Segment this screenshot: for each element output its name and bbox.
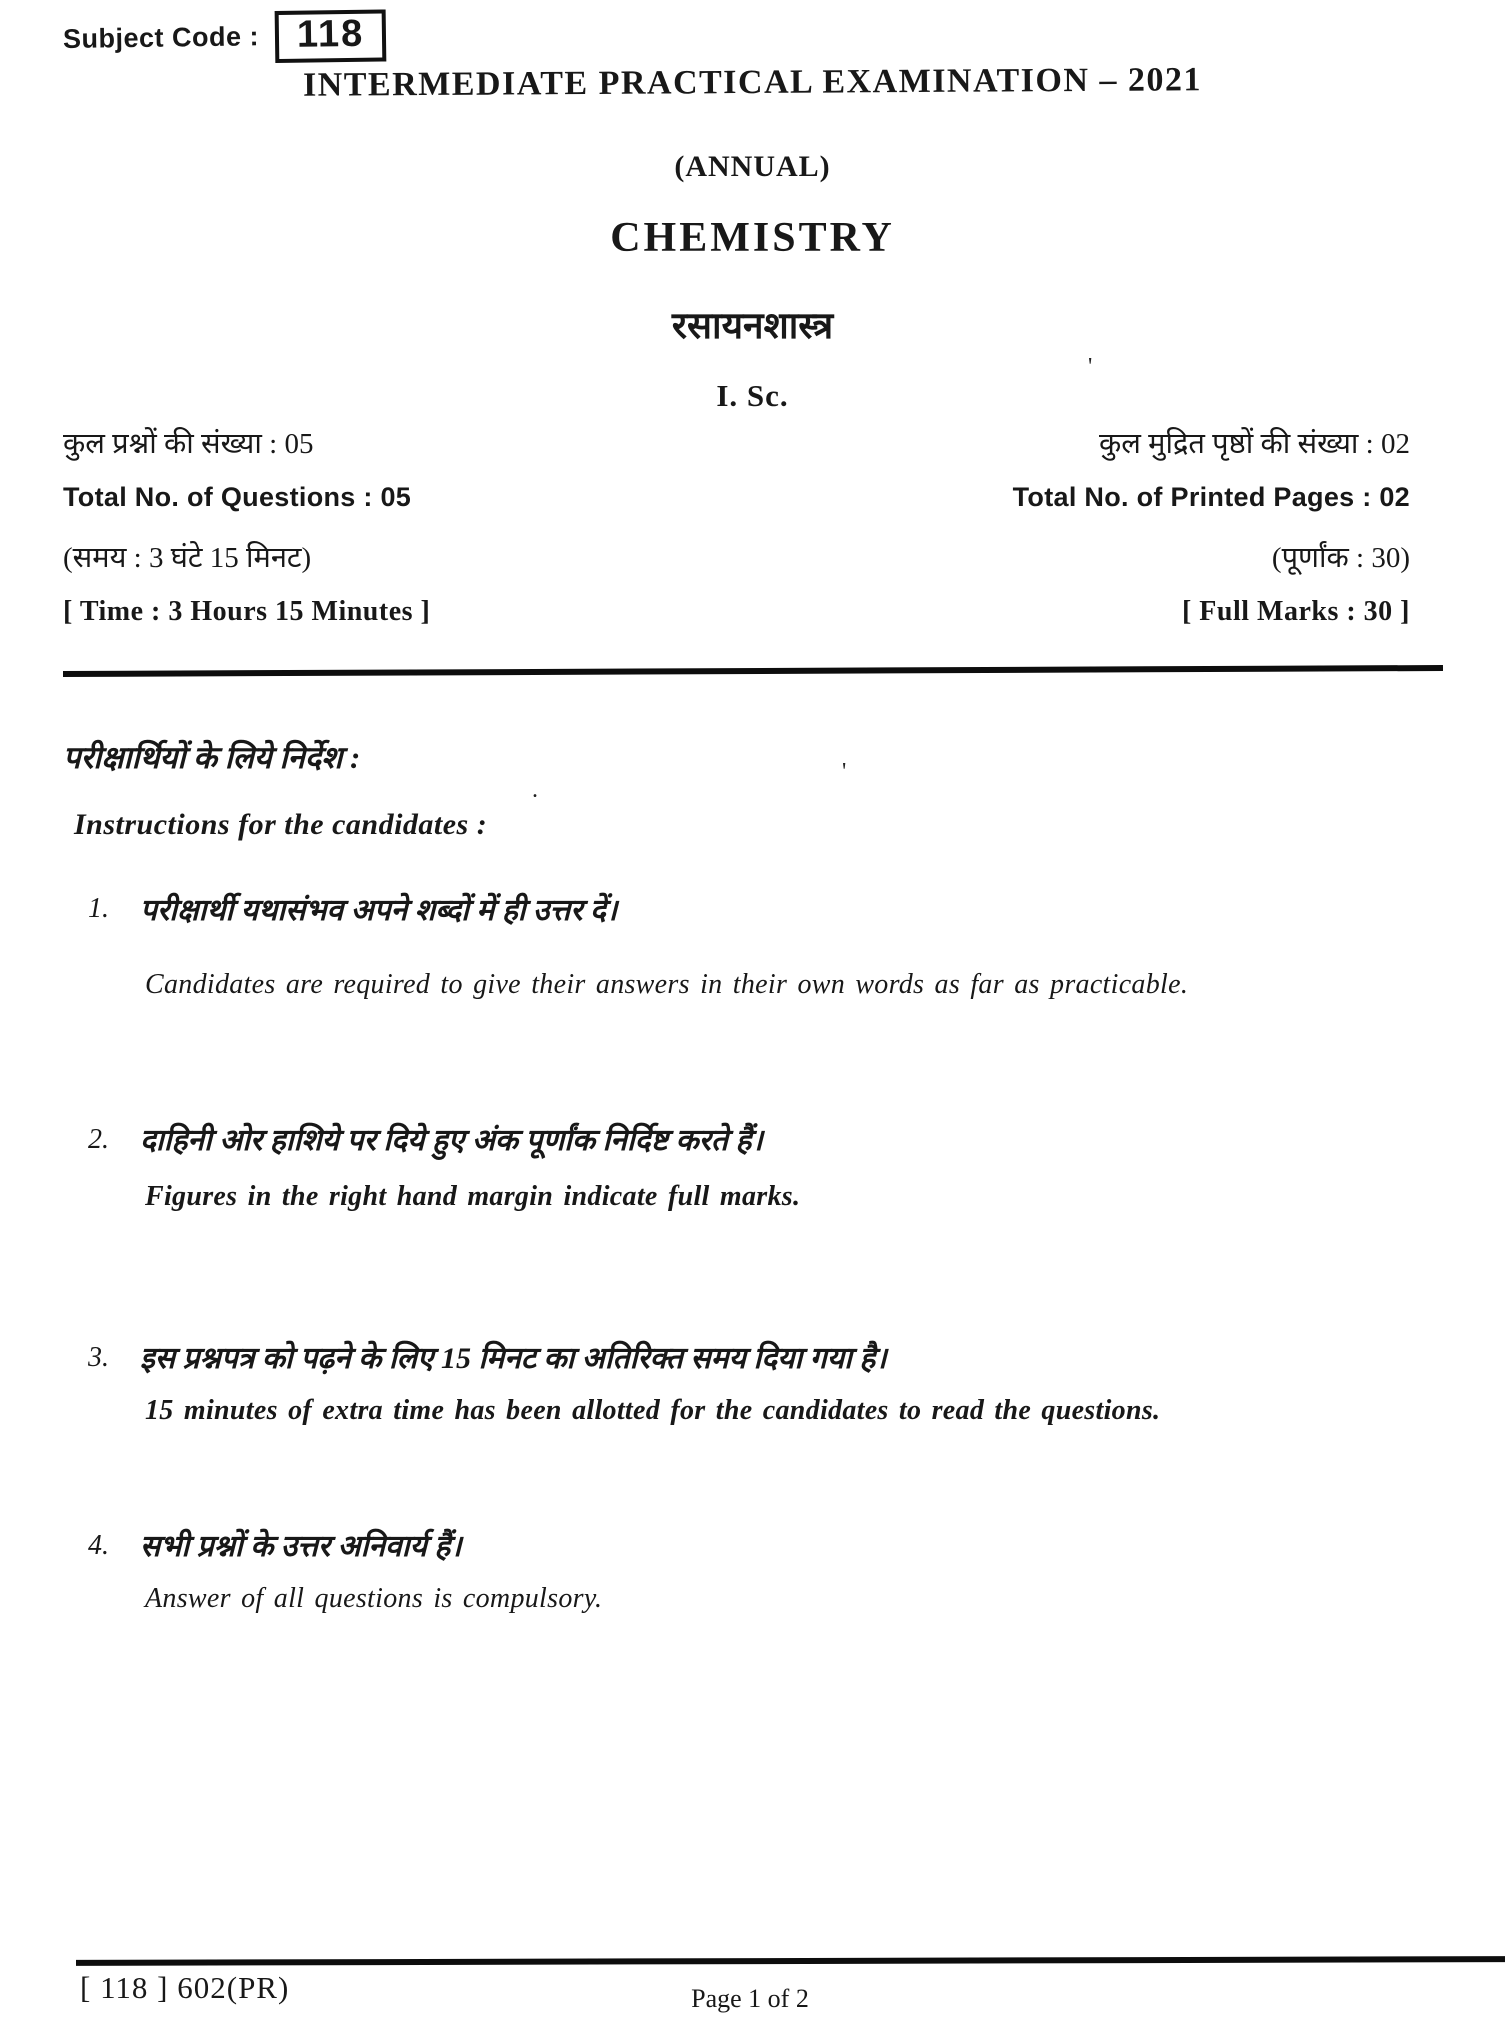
exam-title: INTERMEDIATE PRACTICAL EXAMINATION – 2021	[302, 61, 1203, 104]
instruction-4-hindi: सभी प्रश्नों के उत्तर अनिवार्य हैं।	[140, 1530, 462, 1563]
full-marks-hi: (पूर्णांक : 30)	[1271, 542, 1410, 574]
meta-left-column	[63, 422, 430, 633]
footer-divider-line	[76, 1956, 1505, 1966]
printed-pages-en: Total No. of Printed Pages : 02	[1012, 482, 1410, 512]
total-questions-hi: कुल प्रश्नों की संख्या : 05	[63, 428, 314, 460]
scan-speck: '	[1088, 354, 1093, 380]
printed-pages-hi: कुल मुद्रित पृष्ठों की संख्या : 02	[1098, 428, 1410, 460]
instructions-heading-hi: परीक्षार्थियों के लिये निर्देश :	[63, 740, 361, 775]
instruction-2-hindi: दाहिनी ओर हाशिये पर दिये हुए अंक पूर्णांक निर्दिष्ट करते हैं।	[140, 1124, 763, 1157]
total-questions-en: Total No. of Questions : 05	[63, 482, 412, 512]
instruction-3-number: 3.	[88, 1342, 109, 1373]
time-en: [ Time : 3 Hours 15 Minutes ]	[63, 596, 431, 627]
full-marks-en: [ Full Marks : 30 ]	[1181, 596, 1410, 627]
subject-name-hi: रसायनशास्त्र	[671, 306, 834, 347]
instruction-1-english: Candidates are required to give their answers in their own words as far as practicable.	[145, 969, 1189, 1000]
course-name: I. Sc.	[716, 378, 789, 413]
instruction-1-hindi: परीक्षार्थी यथासंभव अपने शब्दों में ही उत्तर दें।	[140, 894, 618, 927]
meta-block	[63, 422, 1410, 633]
subject-code-row	[63, 9, 387, 65]
instruction-4-english: Answer of all questions is compulsory.	[145, 1583, 603, 1614]
session-label: (ANNUAL)	[674, 150, 831, 183]
divider-line	[63, 665, 1443, 677]
subject-code-label: Subject Code :	[62, 21, 260, 55]
instruction-2-english: Figures in the right hand margin indicate full marks.	[145, 1181, 801, 1212]
footer-page-number: Page 1 of 2	[691, 1984, 809, 2013]
footer-code: [ 118 ] 602(PR)	[80, 1970, 290, 2005]
scan-speck: .	[532, 777, 538, 803]
time-hi: (समय : 3 घंटे 15 मिनट)	[63, 542, 312, 574]
instruction-3-english: 15 minutes of extra time has been allotted for the candidates to read the questions.	[145, 1395, 1161, 1426]
subject-name-en: CHEMISTRY	[610, 215, 895, 261]
instruction-2-number: 2.	[88, 1124, 109, 1155]
instruction-1-number: 1.	[88, 893, 109, 924]
scan-speck: '	[842, 759, 847, 785]
instructions-heading-en: Instructions for the candidates :	[74, 808, 488, 841]
instruction-3-hindi: इस प्रश्नपत्र को पढ़ने के लिए 15 मिनट का अतिरिक्त समय दिया गया है।	[140, 1342, 887, 1375]
instruction-4-number: 4.	[88, 1530, 109, 1561]
subject-code-box: 118	[275, 9, 387, 62]
meta-right-column	[1013, 422, 1410, 633]
